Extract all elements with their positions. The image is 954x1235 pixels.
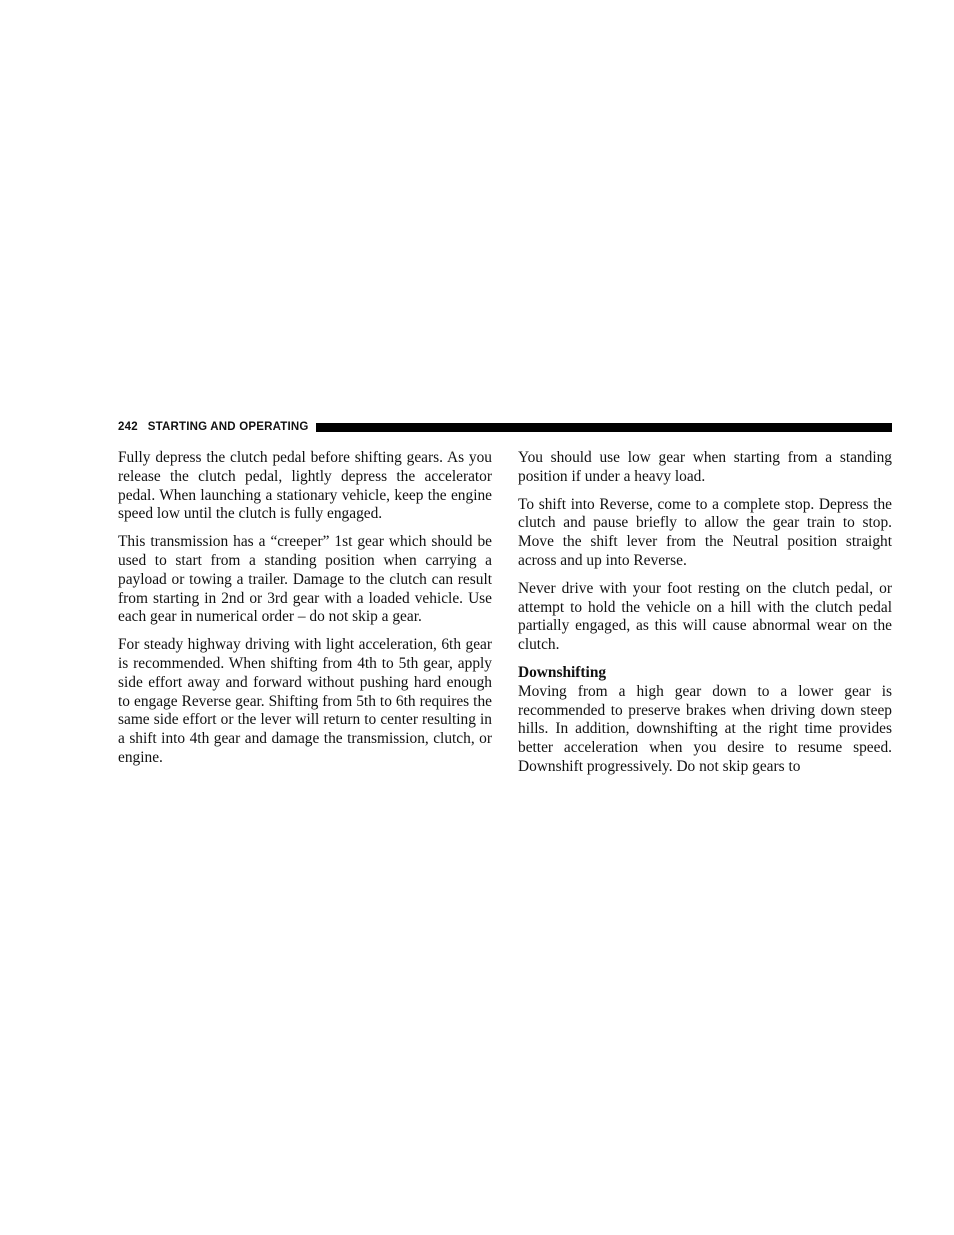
section-title: STARTING AND OPERATING	[147, 421, 309, 433]
paragraph-highway-driving: For steady highway driving with light acceleration, 6th gear is recommended. When shifting from 4th to 5th gear, apply side effort away and forward without pushing hard enough to engage Reverse gear. Shifting from 5th to 6th requires the same side effort or the lever will return to center resulting in a shift into 4th gear and damage the transmission, clutch, or engine.	[118, 636, 492, 766]
paragraph-low-gear: You should use low gear when starting from a standing position if under a heavy load.	[518, 449, 892, 485]
page-number: 242	[118, 421, 138, 433]
left-column	[118, 449, 492, 777]
downshifting-heading: Downshifting	[518, 663, 607, 681]
paragraph-downshifting: Moving from a high gear down to a lower gear is recommended to preserve brakes when driving down steep hills. In addition, downshifting at the right time provides better acceleration when you desire to resume speed. Downshift progressively. Do not skip gears to	[518, 682, 892, 775]
page-header	[118, 419, 892, 435]
header-rule	[316, 423, 892, 432]
paragraph-reverse: To shift into Reverse, come to a complete stop. Depress the clutch and pause briefly to allow the gear train to stop. Move the shift lever from the Neutral position straight across and up into Reverse.	[518, 495, 892, 569]
paragraph-creeper-gear: This transmission has a “creeper” 1st gear which should be used to start from a standing position when carrying a payload or towing a trailer. Damage to the clutch can result from starting in 2nd or 3rd gear with a loaded vehicle. Use each gear in numerical order – do not skip a gear.	[118, 533, 492, 626]
right-column	[518, 449, 892, 786]
paragraph-clutch-pedal: Fully depress the clutch pedal before shifting gears. As you release the clutch pedal, lightly depress the accelerator pedal. When launching a stationary vehicle, keep the engine speed low until the clutch is fully engaged.	[118, 449, 492, 523]
paragraph-clutch-wear: Never drive with your foot resting on the clutch pedal, or attempt to hold the vehicle on a hill with the clutch pedal partially engaged, as this will cause abnormal wear on the clutch.	[518, 579, 892, 654]
